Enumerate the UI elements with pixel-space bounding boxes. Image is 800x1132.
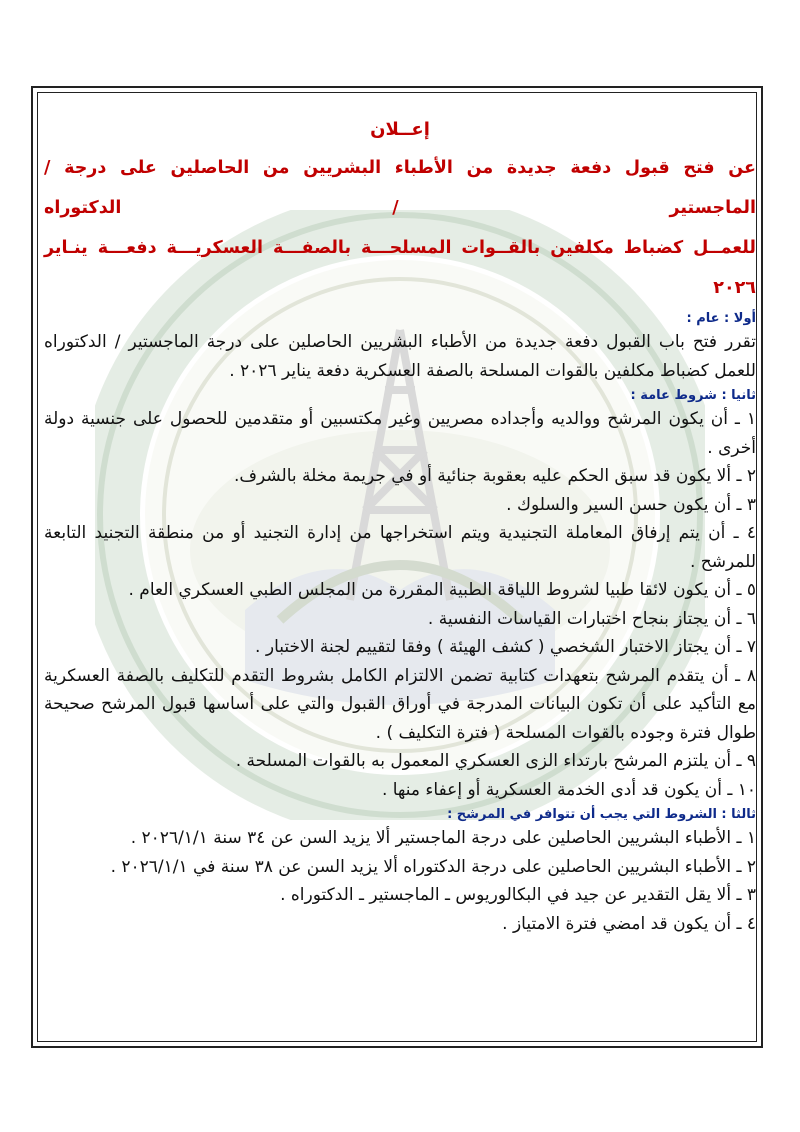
announcement-body [44,118,756,938]
condition-item: ٦ ـ أن يجتاز بنجاح اختبارات القياسات النفسية . [427,608,756,629]
condition-item: ٢ ـ ألا يكون قد سبق الحكم عليه بعقوبة جنائية أو في جريمة مخلة بالشرف. [233,466,756,486]
condition-item: ٧ ـ أن يجتاز الاختبار الشخصي ( كشف الهيئة ) وفقا لتقييم لجنة الاختبار . [255,637,756,657]
section-candidate-requirements-title: ثالثا : الشروط التي يجب أن تتوافر في المرشح : [447,807,756,822]
section-general-title: أولا : عام : [686,311,756,326]
condition-item: ١ ـ أن يكون المرشح ووالديه وأجداده مصريين وغير مكتسبين أو متقدمين للحصول على جنسية دولة أخرى . [44,409,756,458]
headline-line-1: عن فتح قبول دفعة جديدة من الأطباء البشريين من الحاصلين على درجة / الماجستير / الدكتوراه [44,158,756,218]
section-general-conditions-title: ثانيا : شروط عامة : [630,388,756,403]
condition-item: ٨ ـ أن يتقدم المرشح بتعهدات كتابية تضمن الالتزام الكامل بشروط التقدم للتكليف بالصفة العسكرية مع التأكيد على أن تكون البيانات المدرجة في أوراق القبول والتي على أساسها قبول المرشح صحيحة طوال فترة وجوده بالقوات المسلحة ( فترة التكليف ) . [44,665,756,743]
requirement-item: ٤ ـ أن يكون قد امضي فترة الامتياز . [502,913,756,934]
section-general-text: تقرر فتح باب القبول دفعة جديدة من الأطباء البشريين الحاصلين على درجة الماجستير / الدكتوراه للعمل كضباط مكلفين بالقوات المسلحة بالصفة العسكرية دفعة يناير ٢٠٢٦ . [44,332,756,381]
condition-item: ٥ ـ أن يكون لائقا طبيا لشروط اللياقة الطبية المقررة من المجلس الطبي العسكري العام . [128,580,756,600]
announcement-title: إعــلان [370,119,430,140]
condition-item: ٤ ـ أن يتم إرفاق المعاملة التجنيدية ويتم استخراجها من إدارة التجنيد أو من منطقة التجنيد التابعة للمرشح . [44,523,756,572]
requirement-item: ٢ ـ الأطباء البشريين الحاصلين على درجة الدكتوراه ألا يزيد السن عن ٣٨ سنة في ٢٠٢٦/١/١ . [110,856,756,877]
condition-item: ٩ ـ أن يلتزم المرشح بارتداء الزى العسكري المعمول به بالقوات المسلحة . [235,751,756,771]
requirement-item: ١ ـ الأطباء البشريين الحاصلين على درجة الماجستير ألا يزيد السن عن ٣٤ سنة ٢٠٢٦/١/١ . [130,828,756,848]
requirement-item: ٣ ـ ألا يقل التقدير عن جيد في البكالوريوس ـ الماجستير ـ الدكتوراه . [280,885,756,905]
headline-line-3: ٢٠٢٦ [713,278,756,298]
condition-item: ١٠ ـ أن يكون قد أدى الخدمة العسكرية أو إعفاء منها . [381,779,756,800]
condition-item: ٣ ـ أن يكون حسن السير والسلوك . [506,494,756,515]
headline-line-2: للعمــل كضباط مكلفين بالقــوات المسلحـــة بالصفـــة العسكريـــة دفعـــة ينـاير [44,238,756,258]
announcement-headline [44,148,756,308]
